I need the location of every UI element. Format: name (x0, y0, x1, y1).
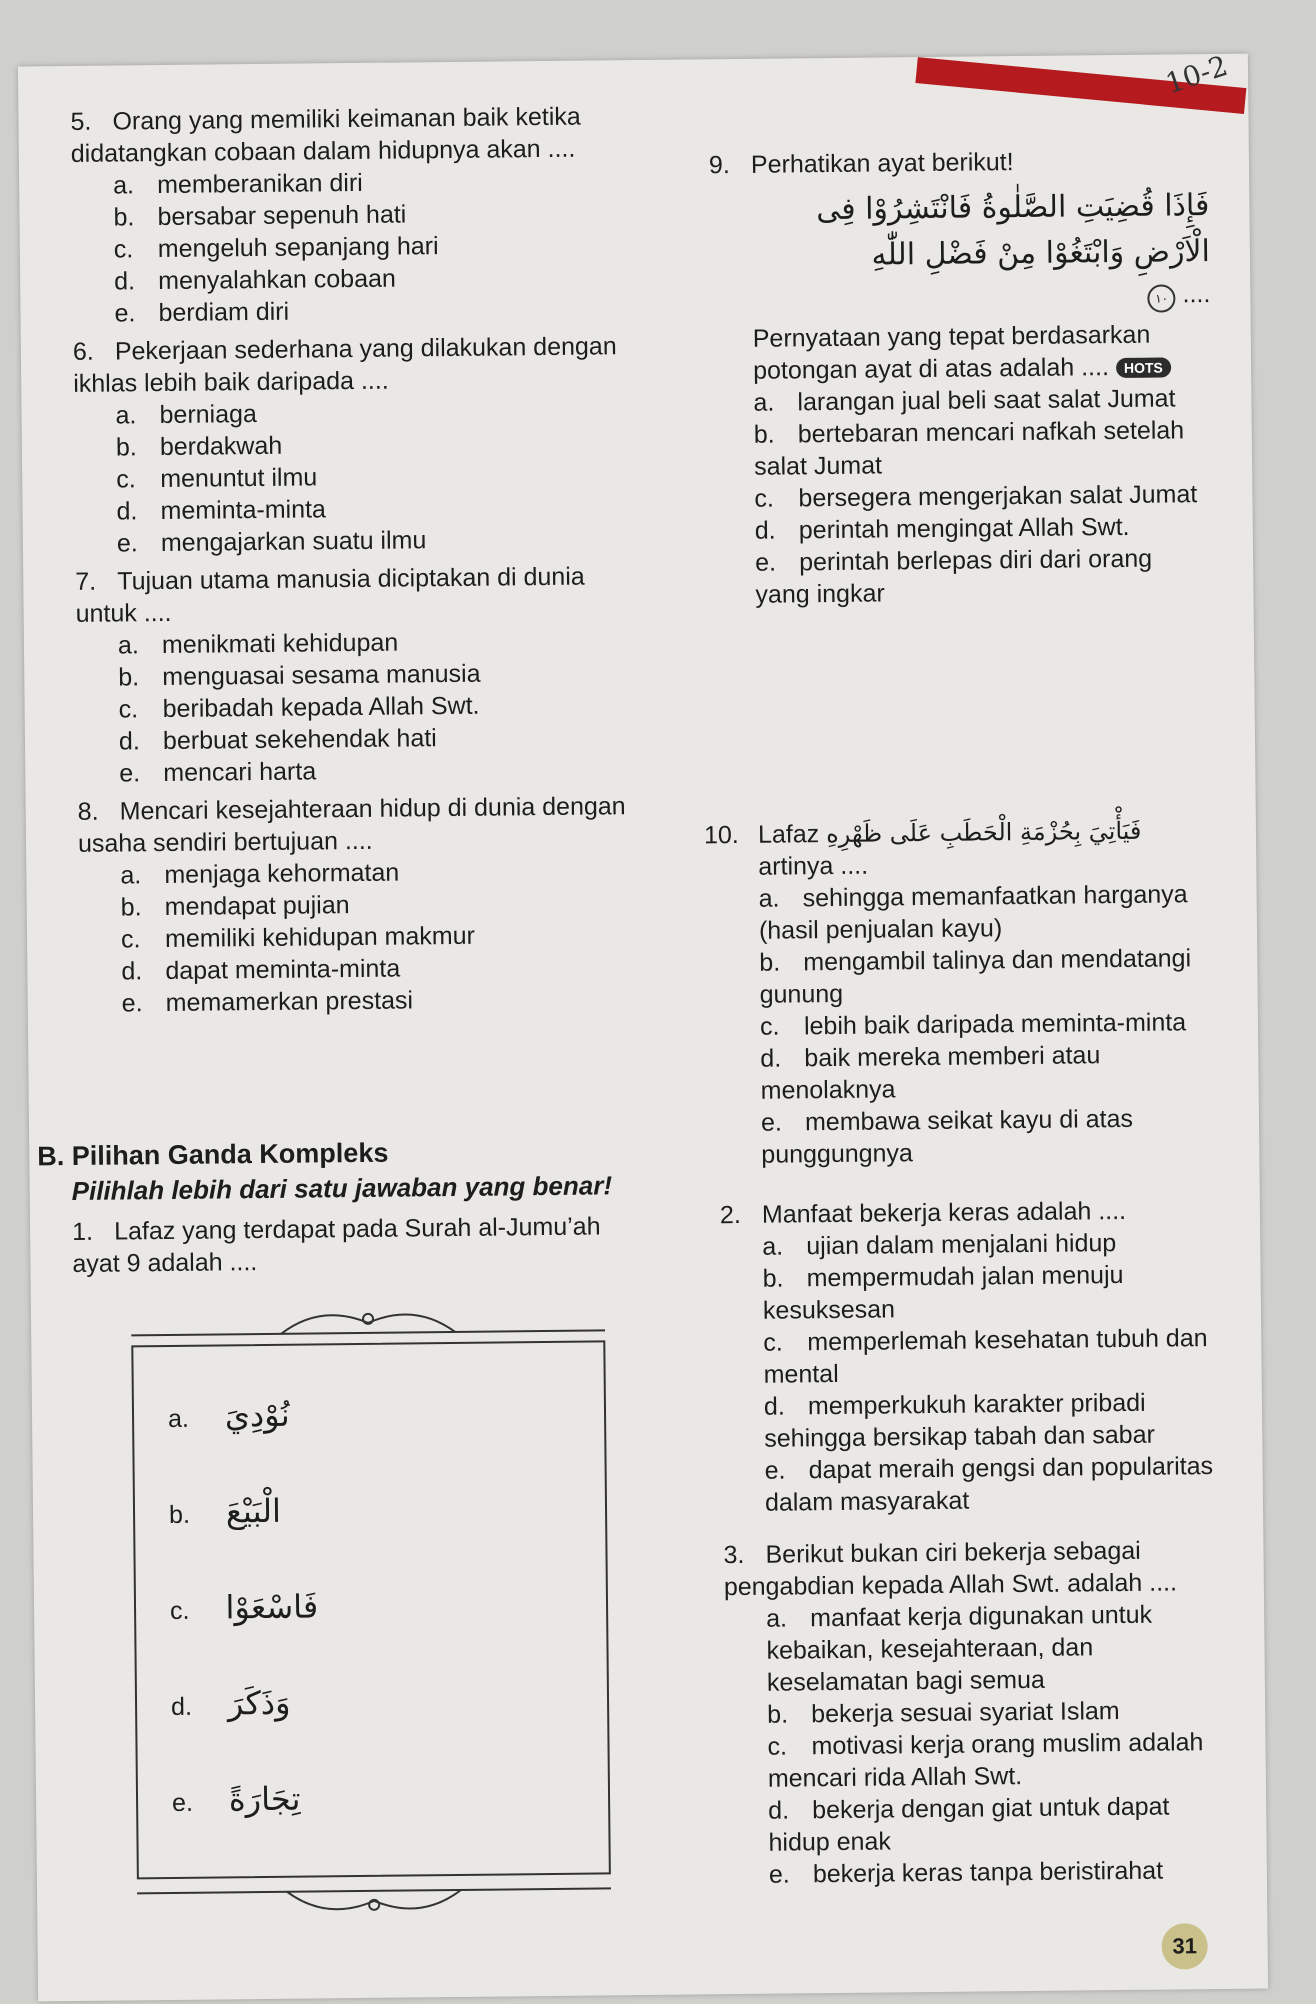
option-letter: b. (113, 203, 135, 232)
option-text: berdakwah (159, 431, 283, 462)
arabic-options-box (131, 1340, 611, 1879)
option-text: mendapat pujian (164, 891, 350, 922)
option-text: menikmati kehidupan (161, 628, 399, 660)
question-7 (75, 560, 637, 790)
question-text: Perhatikan ayat berikut! (750, 148, 1014, 179)
option-text: berbuat sekehendak hati (162, 724, 437, 756)
option-d (171, 1684, 291, 1723)
option-letter: e. (114, 299, 136, 328)
option-text: dapat meminta-minta (165, 954, 401, 985)
option-letter: e. (754, 548, 777, 577)
option-e (117, 522, 635, 559)
option-letter: e. (121, 989, 143, 1018)
option-e (761, 1102, 1220, 1171)
question-number: 1. (71, 1217, 94, 1246)
option-d (760, 1038, 1219, 1107)
option-letter: b. (115, 433, 137, 462)
option-letter: c. (767, 1732, 788, 1761)
option-d (764, 1386, 1223, 1455)
left-column (70, 100, 640, 1026)
options (118, 624, 638, 789)
option-c (754, 478, 1212, 515)
question-9 (709, 144, 1214, 611)
option-text: manfaat kerja digunakan untuk kebaikan, kesejahteraan, dan keselamatan bagi semua (766, 1600, 1153, 1697)
option-text: baik mereka memberi atau menolaknya (760, 1041, 1101, 1105)
option-text: sehingga memanfaatkan harganya (hasil penjualan kayu) (758, 880, 1188, 945)
complex-question-1 (72, 1210, 633, 1280)
question-text: Tujuan utama manusia diciptakan di dunia untuk .... (75, 562, 585, 628)
question-number: 7. (75, 567, 97, 596)
option-letter: a. (758, 884, 780, 913)
option-letter: d. (768, 1796, 790, 1825)
question-stem: Pernyataan yang tepat berdasarkan potongan ayat di atas adalah .... (752, 320, 1151, 385)
option-a (758, 878, 1217, 947)
option-text: beribadah kepada Allah Swt. (162, 691, 480, 724)
q10-options (758, 878, 1219, 1171)
option-letter: c. (754, 484, 775, 513)
option-text: menguasai sesama manusia (162, 659, 481, 692)
option-text: meminta-minta (160, 495, 327, 526)
option-d (768, 1790, 1227, 1859)
option-c (118, 688, 636, 725)
option-e (769, 1854, 1227, 1891)
option-letter: e. (116, 529, 138, 558)
option-d (755, 510, 1213, 547)
option-text: mengeluh sepanjang hari (157, 232, 439, 264)
option-letter: c. (759, 1012, 780, 1041)
question-number: 8. (77, 797, 99, 826)
question-number: 5. (70, 107, 92, 136)
option-arabic: الْبَيْعَ (225, 1491, 282, 1531)
option-text: berniaga (159, 400, 258, 430)
option-e (755, 542, 1214, 611)
option-e (122, 982, 640, 1019)
option-text: perintah mengingat Allah Swt. (798, 512, 1130, 545)
option-letter: d. (760, 1044, 782, 1073)
b2-options (762, 1226, 1223, 1519)
question-10 (704, 814, 1220, 1171)
option-e (172, 1780, 301, 1819)
option-b (116, 426, 634, 463)
option-letter: e. (119, 759, 141, 788)
option-letter: b. (120, 893, 142, 922)
option-letter: e. (171, 1788, 194, 1817)
option-c (114, 228, 632, 265)
arabic-verse-line-2: الْاَرْضِ وَابْتَغُوْا مِنْ فَضْلِ اللّٰهِ (871, 234, 1211, 273)
question-text: Manfaat bekerja keras adalah .... (761, 1196, 1127, 1229)
option-d (116, 490, 634, 527)
section-b-title: B. Pilihan Ganda Kompleks (37, 1137, 389, 1172)
option-text: ujian dalam menjalani hidup (806, 1229, 1117, 1261)
option-letter: b. (168, 1500, 191, 1529)
option-letter: c. (120, 925, 141, 954)
option-a (113, 164, 631, 201)
option-letter: b. (767, 1700, 789, 1729)
option-arabic: فَاسْعَوْا (225, 1587, 319, 1627)
option-d (114, 260, 632, 297)
option-text: mengajarkan suatu ilmu (160, 526, 427, 558)
question-text: Berikut bukan ciri bekerja sebagai pengabdian kepada Allah Swt. adalah .... (723, 1536, 1178, 1602)
option-b (762, 1258, 1221, 1327)
option-letter: b. (759, 948, 781, 977)
option-text: memberanikan diri (157, 168, 363, 200)
ayah-marker-icon: ١٠ (1147, 284, 1175, 312)
option-c (170, 1587, 319, 1627)
option-letter: c. (113, 235, 134, 264)
option-letter: e. (768, 1860, 790, 1889)
option-arabic: وَذَكَرَ (227, 1683, 291, 1723)
textbook-page (18, 48, 1268, 2002)
option-letter: b. (762, 1264, 784, 1293)
ornament-top-icon (131, 1300, 605, 1345)
option-letter: a. (753, 388, 775, 417)
option-text: larangan jual beli saat salat Jumat (797, 384, 1176, 417)
option-text: mencari harta (163, 757, 317, 788)
option-text: menuntut ilmu (160, 463, 318, 494)
option-letter: a. (113, 171, 135, 200)
option-a (753, 382, 1211, 419)
option-text: memamerkan prestasi (165, 986, 414, 1017)
ayah-dots: .... (1182, 280, 1211, 309)
option-text: dapat meraih gengsi dan popularitas dalam masyarakat (764, 1452, 1214, 1517)
question-number: 6. (72, 337, 94, 366)
arabic-phrase: فَيَأْتِيَ بِحُزْمَةِ الْحَطَبِ عَلَى ظَهْرِهِ (825, 816, 1142, 849)
option-e (119, 752, 637, 789)
option-b (754, 414, 1213, 483)
option-letter: c. (116, 465, 136, 494)
option-e (114, 292, 632, 329)
options (120, 854, 640, 1019)
options (115, 394, 635, 559)
option-text: bertebaran mencari nafkah setelah salat Jumat (753, 416, 1185, 481)
option-text: lebih baik daripada meminta-minta (803, 1008, 1187, 1041)
option-letter: d. (754, 516, 776, 545)
complex-question-3 (723, 1534, 1227, 1891)
question-head (75, 560, 636, 630)
question-number: 10. (703, 820, 739, 850)
question-number: 3. (723, 1540, 745, 1570)
question-5 (70, 100, 632, 330)
option-text: membawa seikat kayu di atas punggungnya (761, 1104, 1134, 1169)
option-b (169, 1492, 281, 1531)
question-head (78, 790, 639, 860)
option-b (113, 196, 631, 233)
option-text: bekerja sesuai syariat Islam (811, 1697, 1120, 1729)
lafaz-label: Lafaz (757, 820, 820, 849)
option-c (767, 1726, 1226, 1795)
option-text: bersegera mengerjakan salat Jumat (798, 480, 1198, 513)
option-a (762, 1226, 1220, 1263)
option-arabic: تِجَارَةً (228, 1779, 301, 1819)
option-text: mengambil talinya dan mendatangi gunung (759, 944, 1192, 1009)
option-letter: a. (117, 631, 139, 660)
option-letter: b. (753, 420, 775, 449)
option-letter: d. (114, 267, 136, 296)
option-text: menyalahkan cobaan (158, 264, 396, 296)
question-text: Pekerjaan sederhana yang dilakukan dengan ikhlas lebih baik daripada .... (73, 332, 617, 398)
option-b (767, 1694, 1225, 1731)
option-letter: c. (118, 695, 139, 724)
option-letter: c. (763, 1328, 783, 1357)
option-letter: d. (121, 957, 143, 986)
option-text: berdiam diri (158, 297, 290, 328)
q9-options (753, 382, 1213, 611)
option-e (764, 1450, 1223, 1519)
option-text: mempermudah jalan menuju kesuksesan (762, 1260, 1124, 1325)
question-number: 9. (708, 151, 730, 180)
option-letter: c. (169, 1596, 190, 1625)
arabic-verse-line-1: فَإِذَا قُضِيَتِ الصَّلٰوةُ فَانْتَشِرُوْا فِى (816, 188, 1210, 228)
option-letter: e. (760, 1108, 783, 1137)
options (113, 164, 633, 329)
option-c (116, 458, 634, 495)
option-a (168, 1396, 290, 1435)
option-d (119, 720, 637, 757)
option-text: bekerja keras tanpa beristirahat (812, 1856, 1164, 1889)
option-arabic: نُوْدِيَ (224, 1395, 290, 1435)
option-c (763, 1322, 1222, 1391)
hots-badge: HOTS (1116, 358, 1171, 379)
option-letter: b. (118, 663, 140, 692)
option-b (759, 942, 1218, 1011)
option-text: memperlemah kesehatan tubuh dan mental (763, 1324, 1208, 1389)
question-head (70, 100, 631, 170)
option-c (760, 1006, 1218, 1043)
option-text: memperkukuh karakter pribadi sehingga bersikap tabah dan sabar (764, 1388, 1156, 1453)
option-text: memiliki kehidupan makmur (164, 921, 476, 953)
handwritten-mark: 10-2 (1161, 48, 1232, 101)
question-number: 2. (719, 1200, 741, 1230)
question-text: Orang yang memiliki keimanan baik ketika didatangkan cobaan dalam hidupnya akan .... (70, 102, 581, 168)
page-number: 31 (1161, 1923, 1207, 1969)
option-letter: a. (766, 1604, 788, 1633)
question-head (73, 330, 634, 400)
option-letter: d. (118, 727, 140, 756)
option-letter: a. (762, 1232, 784, 1261)
question-text: Mencari kesejahteraan hidup di dunia dengan usaha sendiri bertujuan .... (77, 792, 626, 858)
complex-question-2 (720, 1194, 1223, 1519)
option-text: menjaga kehormatan (164, 858, 400, 890)
b3-options (766, 1598, 1227, 1891)
option-text: bersabar sepenuh hati (157, 200, 407, 232)
option-text: motivasi kerja orang muslim adalah mencari rida Allah Swt. (767, 1728, 1204, 1793)
question-stem: artinya .... (758, 851, 869, 881)
option-letter: a. (120, 861, 142, 890)
section-b-instruction: Pilihlah lebih dari satu jawaban yang benar! (71, 1170, 613, 1206)
question-8 (78, 790, 640, 1020)
ornament-bottom-icon (137, 1878, 611, 1923)
option-letter: d. (763, 1392, 785, 1421)
option-letter: d. (170, 1692, 193, 1721)
option-a (766, 1598, 1225, 1699)
option-letter: e. (764, 1456, 786, 1485)
option-letter: d. (116, 497, 138, 526)
option-letter: a. (167, 1404, 190, 1433)
question-6 (73, 330, 635, 560)
option-letter: a. (115, 401, 137, 430)
option-text: bekerja dengan giat untuk dapat hidup enak (768, 1792, 1170, 1857)
question-text: Lafaz yang terdapat pada Surah al-Jumu’ah ayat 9 adalah .... (72, 1212, 601, 1278)
option-text: perintah berlepas diri dari orang yang ingkar (755, 544, 1153, 609)
